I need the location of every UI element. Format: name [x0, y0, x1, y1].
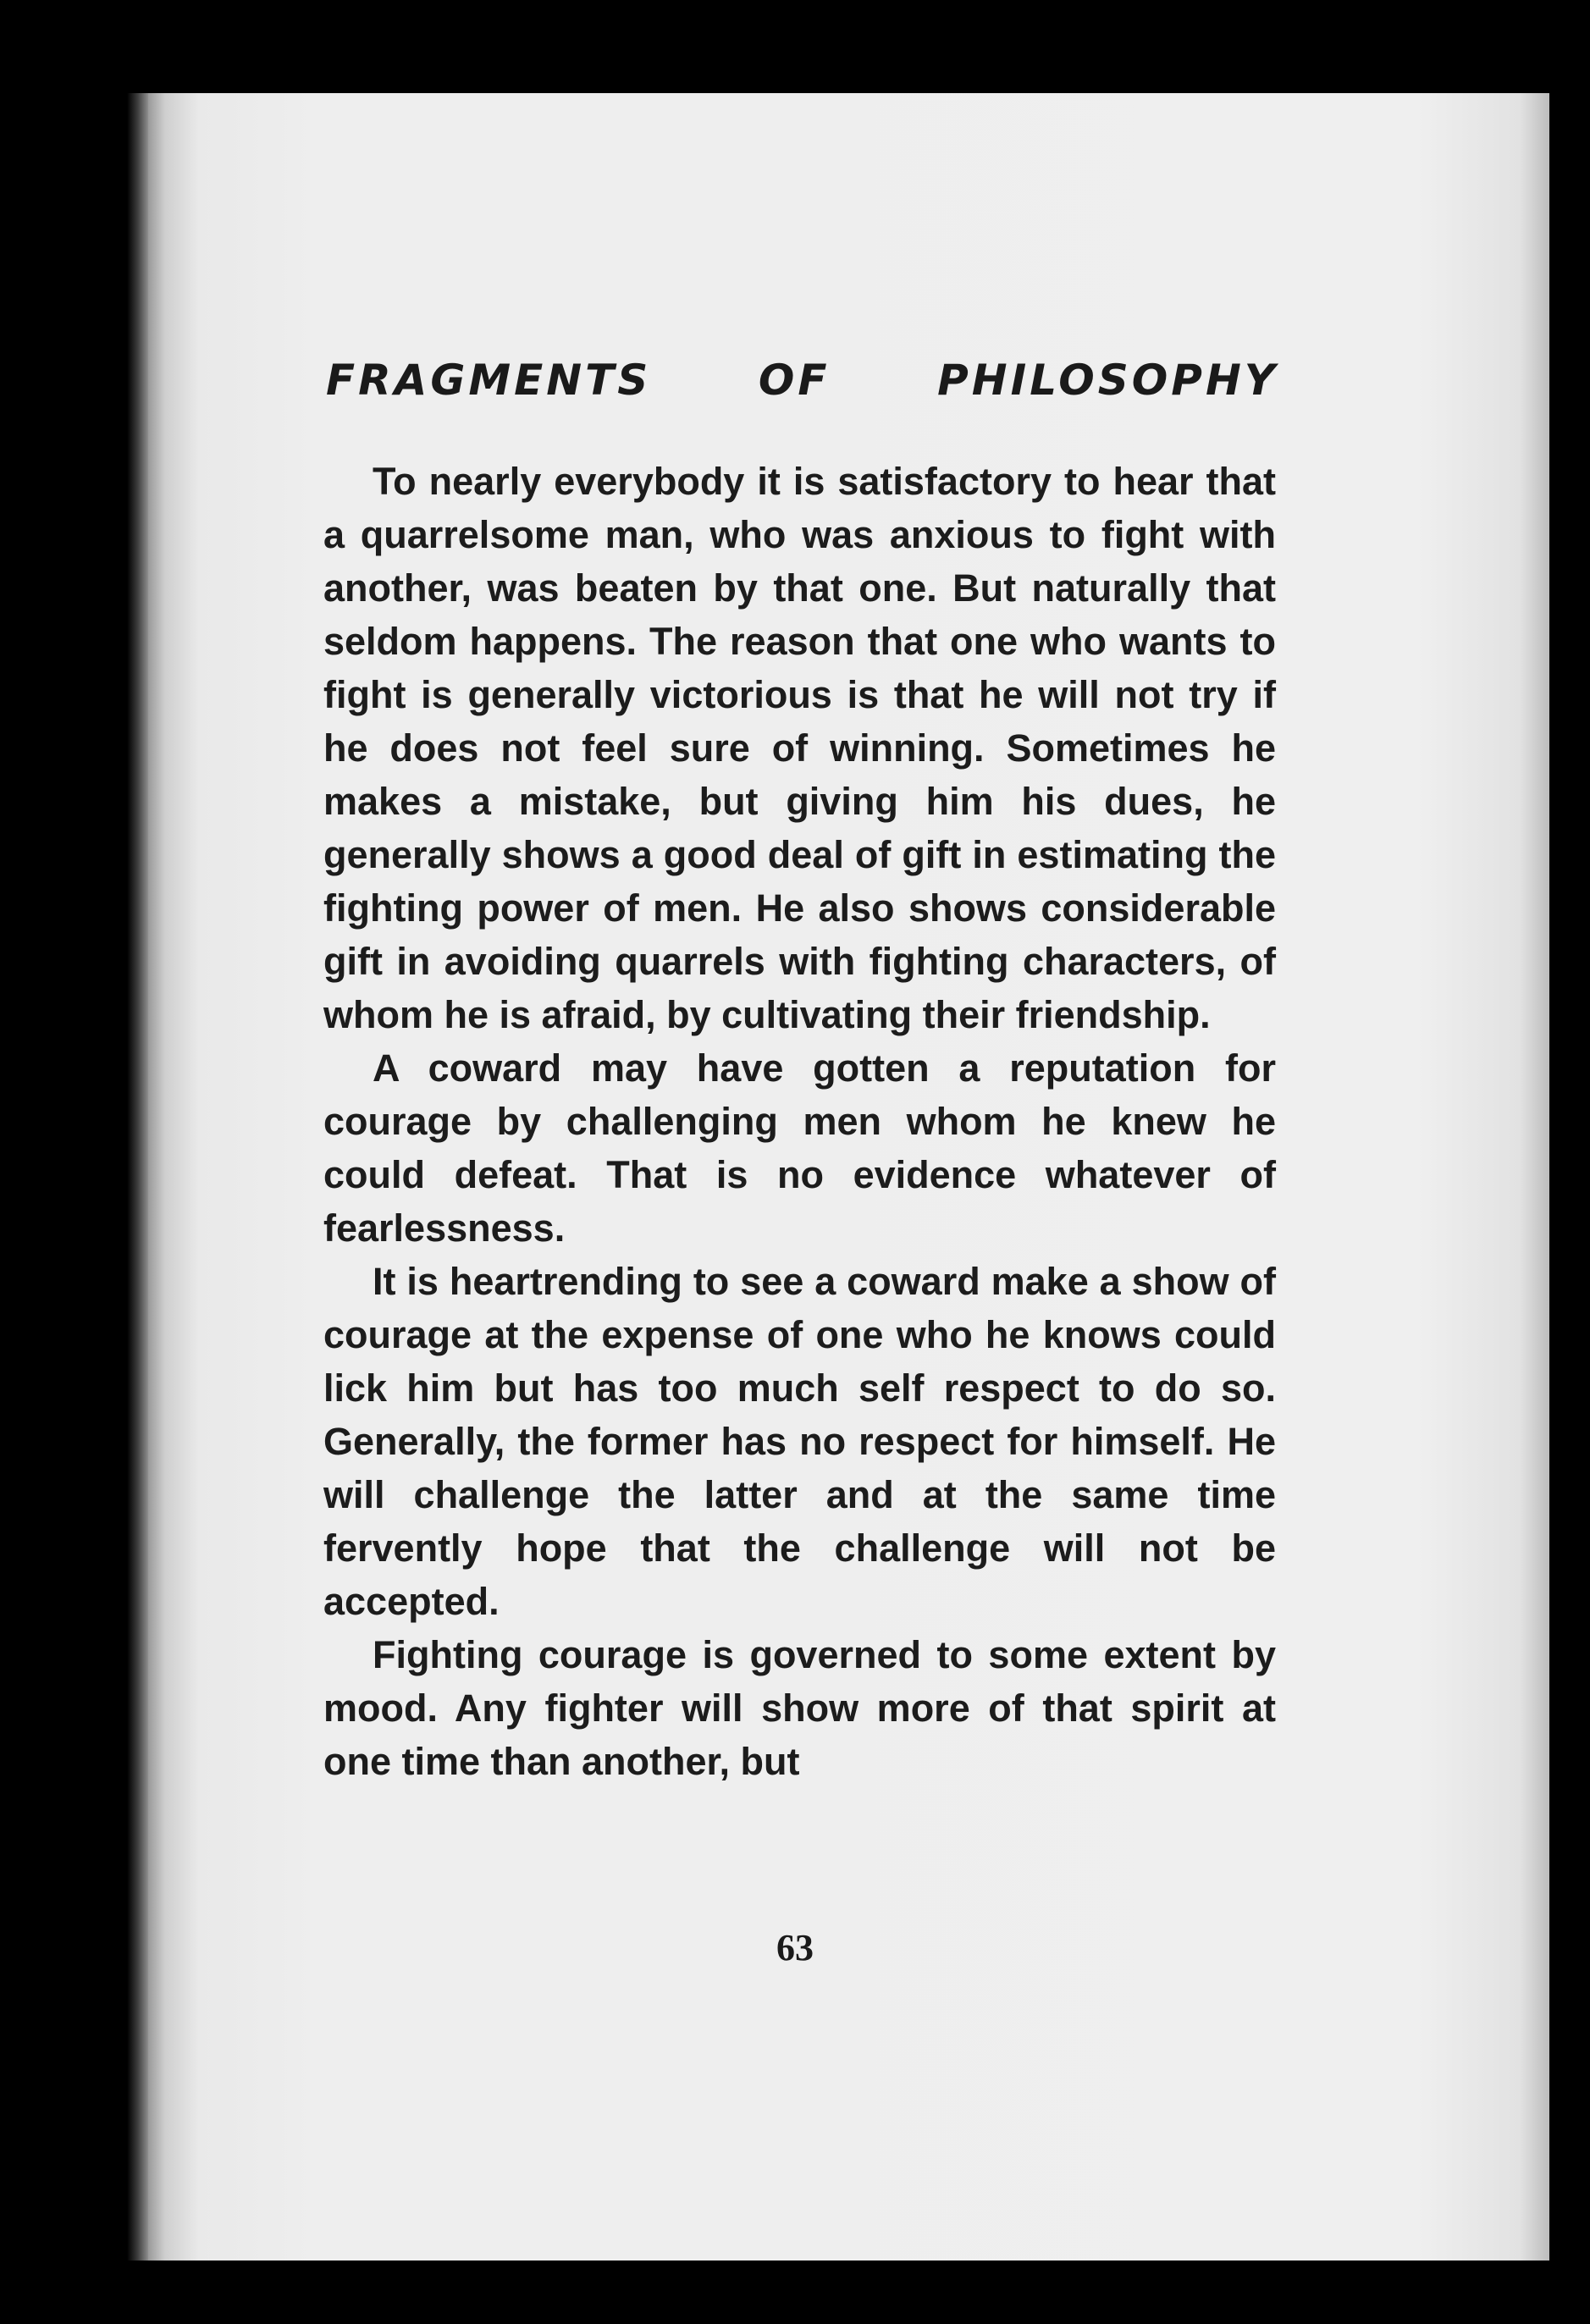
header-word-2: OF	[758, 356, 831, 405]
page-number: 63	[776, 1927, 814, 1968]
running-header	[326, 356, 1278, 405]
paragraph-3: It is heartrending to see a coward make a show of courage at the expense of one who he knows could lick him but has too much self respect to do so. Generally, the former has no respect for himself. He will challenge the latter and at the same time fervently hope that the challenge will not be accepted.	[323, 1260, 1276, 1623]
paragraph-1: To nearly everybody it is satisfactory to hear that a quarrelsome man, who was anxious to fight with another, was beaten by that one. But naturally that seldom happens. The reason that one who wants to fight is generally victorious is that he will not try if he does not feel sure of winning. Sometimes he makes a mistake, but giving him his dues, he generally shows a good deal of gift in estimating the fighting power of men. He also shows considerable gift in avoiding quarrels with fighting characters, of whom he is afraid, by cultivating their friendship.	[323, 460, 1276, 1036]
header-word-3: PHILOSOPHY	[937, 356, 1278, 405]
header-word-1: FRAGMENTS	[326, 356, 652, 405]
paragraph-4: Fighting courage is governed to some extent by mood. Any fighter will show more of that spirit at one time than another, but	[323, 1633, 1276, 1783]
paragraph-2: A coward may have gotten a reputation for courage by challenging men whom he knew he could defeat. That is no evidence whatever of fearlessness.	[323, 1046, 1276, 1250]
body-text	[323, 455, 1276, 1788]
